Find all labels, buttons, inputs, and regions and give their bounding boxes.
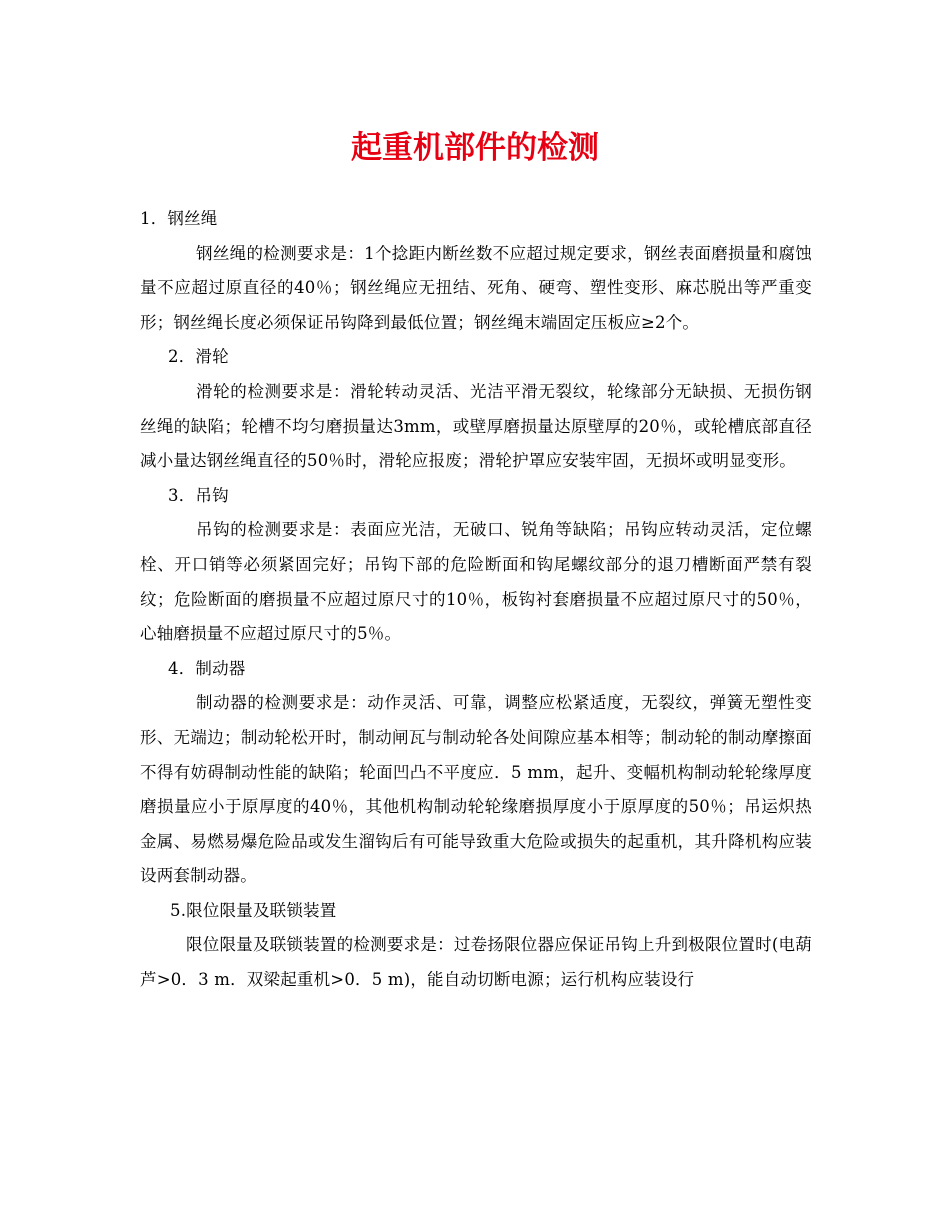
section-body-wire-rope: 钢丝绳的检测要求是：1个捻距内断丝数不应超过规定要求，钢丝表面磨损量和腐蚀量不应超过原直径的40％；钢丝绳应无扭结、死角、硬弯、塑性变形、麻芯脱出等严重变形；钢丝绳长度必须保证吊钩降到最低位置；钢丝绳末端固定压板应≥2个。	[140, 243, 812, 332]
document-body	[140, 202, 812, 998]
page-title: 起重机部件的检测	[351, 130, 599, 166]
section-body-brake: 制动器的检测要求是：动作灵活、可靠，调整应松紧适度，无裂纹，弹簧无塑性变形、无端边；制动轮松开时，制动闸瓦与制动轮各处间隙应基本相等；制动轮的制动摩擦面不得有妨碍制动性能的缺陷；轮面凹凸不平度应．5 mm，起升、变幅机构制动轮轮缘厚度磨损量应小于原厚度的40％，其他机构制动轮轮缘磨损厚度小于原厚度的50％；吊运炽热金属、易燃易爆危险品或发生溜钩后有可能导致重大危险或损失的起重机，其升降机构应装设两套制动器。	[140, 693, 812, 886]
section-body-hook: 吊钩的检测要求是：表面应光洁，无破口、锐角等缺陷；吊钩应转动灵活，定位螺栓、开口销等必须紧固完好；吊钩下部的危险断面和钩尾螺纹部分的退刀槽断面严禁有裂纹；危险断面的磨损量不应超过原尺寸的10％，板钩衬套磨损量不应超过原尺寸的50％，心轴磨损量不应超过原尺寸的5％。	[140, 520, 812, 644]
section-body-limit-devices: 限位限量及联锁装置的检测要求是：过卷扬限位器应保证吊钩上升到极限位置时(电葫芦>0．3 m．双梁起重机>0．5 m)，能自动切断电源；运行机构应装设行	[140, 935, 812, 990]
section-heading-hook: 3．吊钩	[168, 485, 229, 505]
section-heading-limit-devices: 5.限位限量及联锁装置	[170, 900, 337, 920]
section-heading-pulley: 2．滑轮	[168, 347, 229, 367]
section-body-pulley: 滑轮的检测要求是：滑轮转动灵活、光洁平滑无裂纹，轮缘部分无缺损、无损伤钢丝绳的缺陷；轮槽不均匀磨损量达3mm，或壁厚磨损量达原壁厚的20％，或轮槽底部直径减小量达钢丝绳直径的50％时，滑轮应报废；滑轮护罩应安装牢固，无损坏或明显变形。	[140, 381, 812, 471]
section-heading-wire-rope: 1．钢丝绳	[140, 209, 218, 228]
section-heading-brake: 4．制动器	[168, 658, 246, 678]
